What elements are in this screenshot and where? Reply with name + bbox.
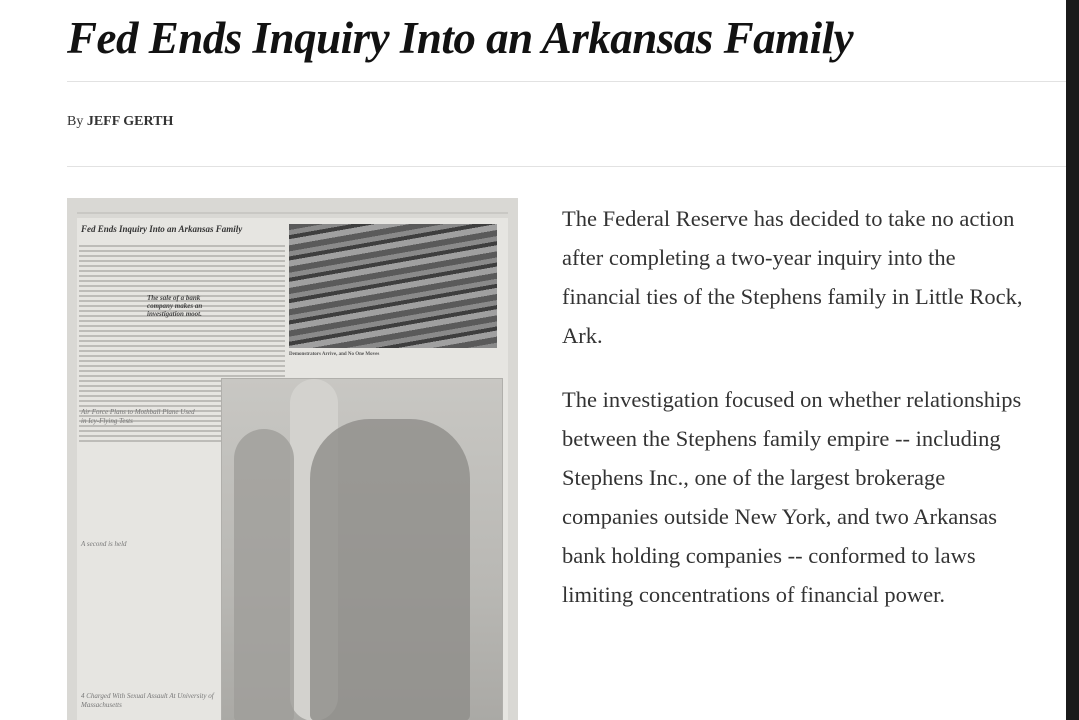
byline-prefix: By — [67, 114, 84, 129]
scan-subheadline-2: A second is held — [81, 540, 127, 548]
newspaper-scan-image[interactable] — [67, 198, 518, 720]
scan-photo-caption: Demonstrators Arrive, and No One Moves — [289, 352, 380, 357]
figure-man-shape — [310, 419, 470, 720]
scan-headline: Fed Ends Inquiry Into an Arkansas Family — [81, 224, 243, 234]
byline-author[interactable]: JEFF GERTH — [86, 114, 174, 129]
article-headline: Fed Ends Inquiry Into an Arkansas Family — [67, 13, 854, 63]
scan-pull-quote: The sale of a bank company makes an investigation moot. — [147, 294, 203, 318]
scan-subheadline-1: Air Force Plans to Mothball Plane Used in Icy-Flying Tests — [81, 408, 195, 425]
divider-byline — [67, 166, 1066, 167]
divider-top — [67, 81, 1066, 82]
figure-woman-shape — [234, 429, 294, 720]
scan-subheadline-3: 4 Charged With Sexual Assault At University of Massachusetts — [81, 692, 214, 709]
scan-photo-traffic — [289, 224, 497, 348]
scan-photo-people — [221, 378, 503, 720]
article-paragraph-1: The Federal Reserve has decided to take no action after completing a two-year inquiry into the financial ties of the Stephens family in Little Rock, Ark. — [562, 206, 1023, 348]
scan-masthead-rule — [77, 212, 508, 214]
article-body — [562, 199, 1032, 639]
article-paragraph-2: The investigation focused on whether relationships between the Stephens family empire -- including Stephens Inc., one of the largest brokerage companies outside New York, and two Arkansas bank holding companies -- conformed to laws limiting concentrations of financial power. — [562, 387, 1022, 607]
window-edge — [1066, 0, 1079, 720]
byline — [67, 114, 173, 130]
